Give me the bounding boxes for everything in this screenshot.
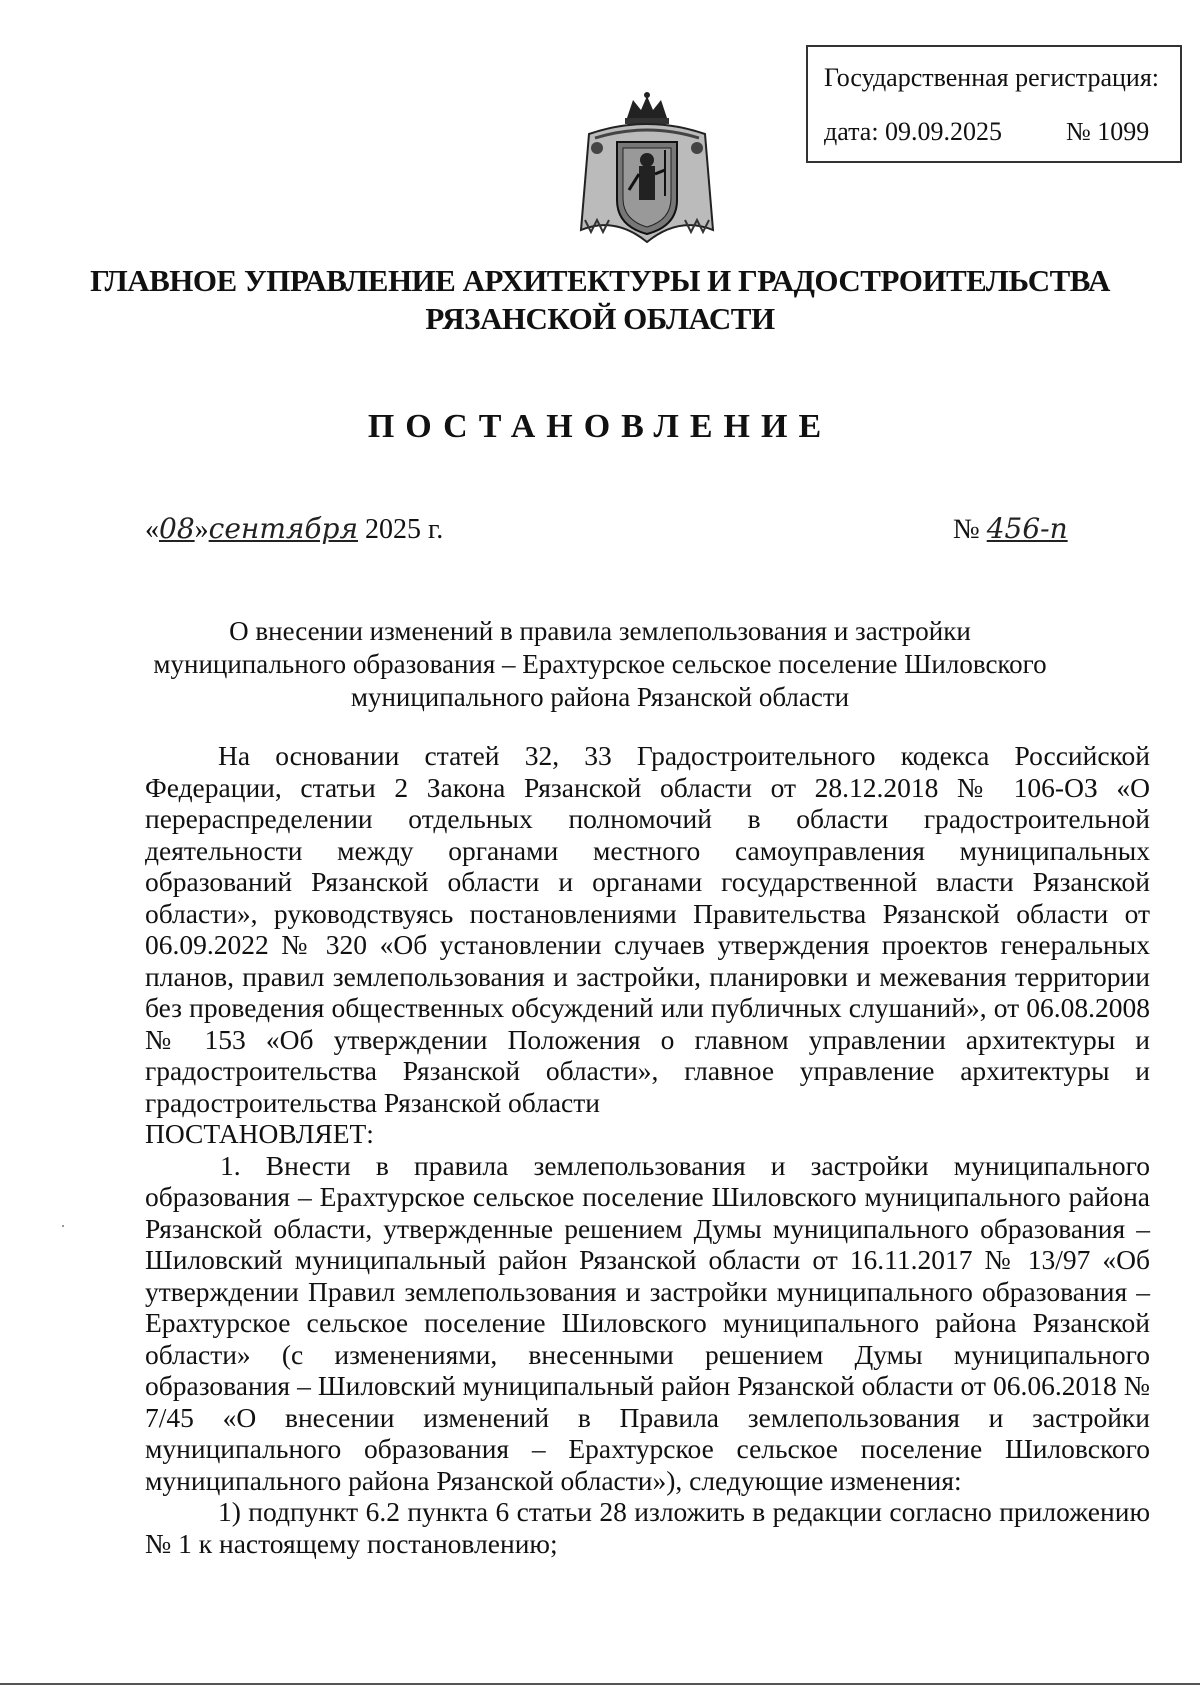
preamble-paragraph: На основании статей 32, 33 Градостроительного кодекса Российской Федерации, статьи 2 Закона Рязанской области от 28.12.2018 № 106-ОЗ «О перераспределении отдельных полномочий в области градостроительной деятельности между органами местного самоуправления муниципальных образований Рязанской области и органами государственной власти Рязанской области», руководствуясь постановлениями Правительства Рязанской области от 06.09.2022 № 320 «Об установлении случаев утверждения проектов генеральных планов, правил землепользования и застройки, планировки и межевания территории без проведения общественных обсуждений или публичных слушаний», от 06.08.2008 № 153 «Об утверждении Положения о главном управлении архитектуры и градостроительства Рязанской области», главное управление архитектуры и градостроительства Рязанской области: [145, 740, 1150, 1118]
document-body: [145, 740, 1150, 1559]
scan-speck: [62, 1225, 64, 1227]
date-open-quote: «: [145, 514, 159, 545]
registration-title: Государственная регистрация:: [824, 63, 1160, 92]
date-year: 2025 г.: [364, 514, 444, 545]
organization-title-line-2: РЯЗАНСКОЙ ОБЛАСТИ: [425, 301, 775, 336]
item-1-paragraph: 1. Внести в правила землепользования и застройки муниципального образования – Ерахтурское сельское поселение Шиловского муниципального района Рязанской области, утвержденные решением Думы муниципального образования – Шиловский муниципальный район Рязанской области от 16.11.2017 № 13/97 «Об утверждении Правил землепользования и застройки муниципального образования – Ерахтурское сельское поселение Шиловского муниципального района Рязанской области» (с изменениями, внесенными решением Думы муниципального образования – Шиловский муниципальный район Рязанской области от 06.06.2018 № 7/45 «О внесении изменений в Правила землепользования и застройки муниципального образования – Ерахтурское сельское поселение Шиловского муниципального района Рязанской области»), следующие изменения:: [145, 1149, 1150, 1496]
subject-line-1: О внесении изменений в правила землепользования и застройки: [229, 616, 971, 646]
number-sign: №: [953, 514, 980, 545]
subject-line-2: муниципального образования – Ерахтурское сельское поселение Шиловского: [153, 649, 1047, 679]
subitem-1-paragraph: 1) подпункт 6.2 пункта 6 статьи 28 изложить в редакции согласно приложению № 1 к настоящему постановлению;: [145, 1496, 1150, 1559]
date-day: 08: [159, 512, 195, 545]
registration-stamp: [806, 45, 1182, 163]
resolves-word: ПОСТАНОВЛЯЕТ:: [145, 1118, 374, 1149]
date-close-quote: »: [194, 514, 209, 545]
page-bottom-rule: [0, 1683, 1200, 1685]
date-month: сентября: [208, 512, 358, 545]
registration-number: № 1099: [1066, 117, 1150, 146]
number-value: 456-п: [986, 512, 1068, 545]
ryazan-coat-of-arms-icon: [575, 90, 720, 250]
subject-line-3: муниципального района Рязанской области: [350, 682, 850, 712]
registration-date: дата: 09.09.2025: [824, 117, 1003, 146]
document-type-heading: ПОСТАНОВЛЕНИЕ: [367, 408, 833, 445]
organization-title-line-1: ГЛАВНОЕ УПРАВЛЕНИЕ АРХИТЕКТУРЫ И ГРАДОСТРОИТЕЛЬСТВА: [90, 263, 1110, 298]
document-date: [145, 512, 443, 546]
document-number: [953, 512, 1068, 546]
